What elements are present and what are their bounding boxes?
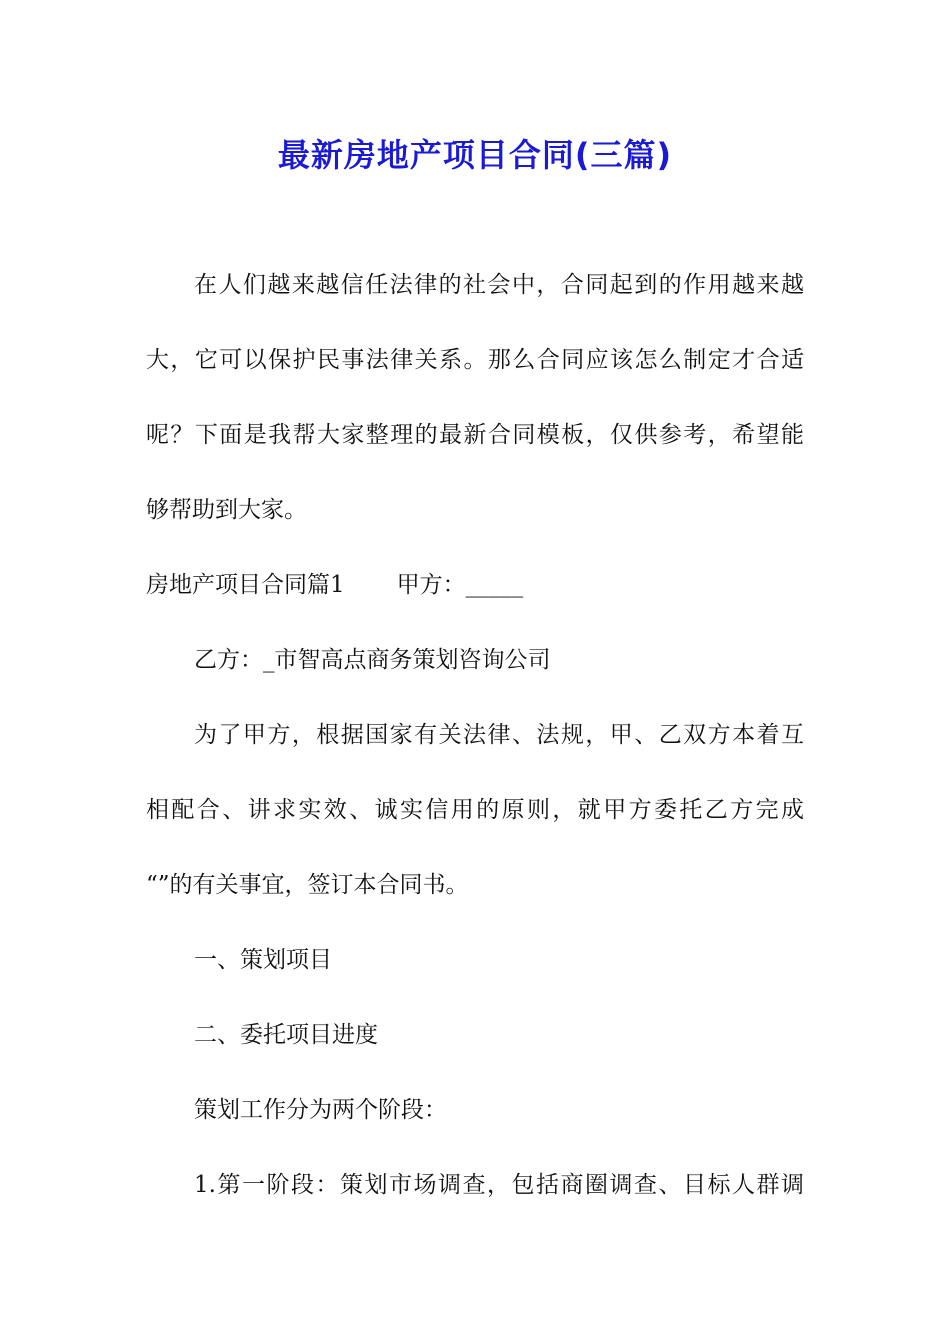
section-heading: 房地产项目合同篇1 [146, 572, 345, 598]
stages-intro: 策划工作分为两个阶段： [194, 1097, 447, 1123]
intro-line-2: 大，它可以保护民事法律关系。那么合同应该怎么制定才合适 [146, 347, 804, 373]
purpose-line-2: 相配合、讲求实效、诚实信用的原则，就甲方委托乙方完成 [146, 797, 804, 823]
purpose-line-3: “”的有关事宜，签订本合同书。 [146, 872, 469, 898]
stage-1-line: 1.第一阶段：策划市场调查，包括商圈调查、目标人群调 [194, 1172, 804, 1198]
section-heading-line [146, 570, 523, 600]
intro-line-3: 呢？下面是我帮大家整理的最新合同模板，仅供参考，希望能 [146, 422, 804, 448]
document-title: 最新房地产项目合同(三篇) [277, 136, 673, 174]
intro-line-4: 够帮助到大家。 [146, 497, 307, 523]
intro-line-1: 在人们越来越信任法律的社会中，合同起到的作用越来越 [194, 272, 804, 298]
purpose-line-1: 为了甲方，根据国家有关法律、法规，甲、乙双方本着互 [194, 722, 804, 748]
party-a-field: 甲方：_____ [396, 572, 524, 598]
item-2: 二、委托项目进度 [194, 1022, 378, 1048]
party-b-line: 乙方：_市智高点商务策划咨询公司 [194, 647, 551, 673]
item-1: 一、策划项目 [194, 947, 332, 973]
